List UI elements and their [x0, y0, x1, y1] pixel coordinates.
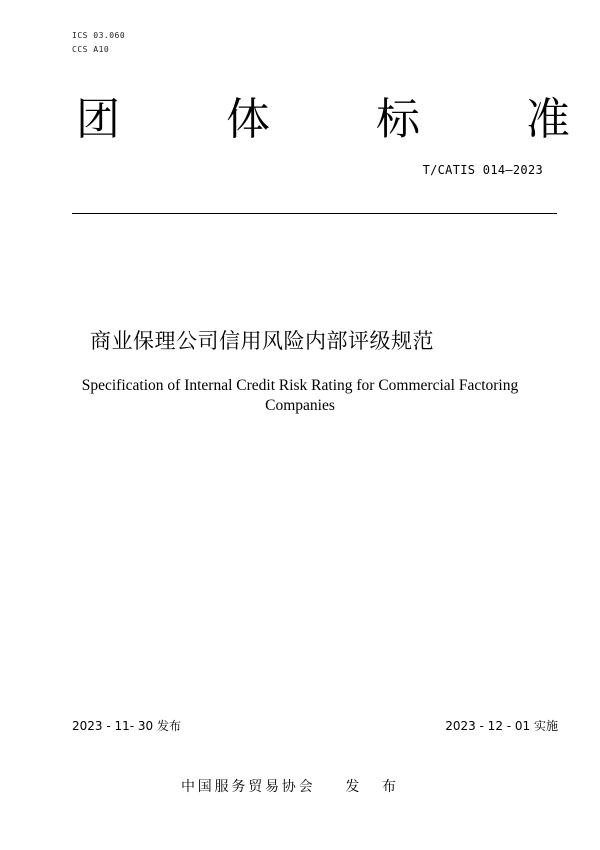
- standard-type-char: 准: [526, 94, 570, 145]
- standard-number: T/CATIS 014—2023: [422, 163, 543, 177]
- document-title-english-line: Companies: [265, 397, 335, 414]
- publisher-action: 发 布: [345, 779, 405, 795]
- standard-type-title: [76, 92, 570, 148]
- ics-code: ICS 03.060: [72, 31, 126, 40]
- implementation-date: 2023 - 12 - 01 实施: [445, 719, 558, 733]
- document-title-english: [60, 376, 540, 416]
- publish-date: 2023 - 11- 30 发布: [72, 719, 181, 733]
- standard-type-char: 体: [226, 94, 270, 145]
- document-title-english-line: Specification of Internal Credit Risk Rating for Commercial Factoring: [81, 377, 519, 394]
- document-title-chinese: 商业保理公司信用风险内部评级规范: [90, 329, 434, 353]
- publisher-name: 中国服务贸易协会: [181, 779, 316, 795]
- standard-type-char: 团: [76, 94, 120, 145]
- header-divider: [72, 213, 557, 214]
- ccs-code: CCS A10: [72, 45, 110, 54]
- standard-type-char: 标: [376, 94, 420, 145]
- publisher-line: [181, 776, 405, 796]
